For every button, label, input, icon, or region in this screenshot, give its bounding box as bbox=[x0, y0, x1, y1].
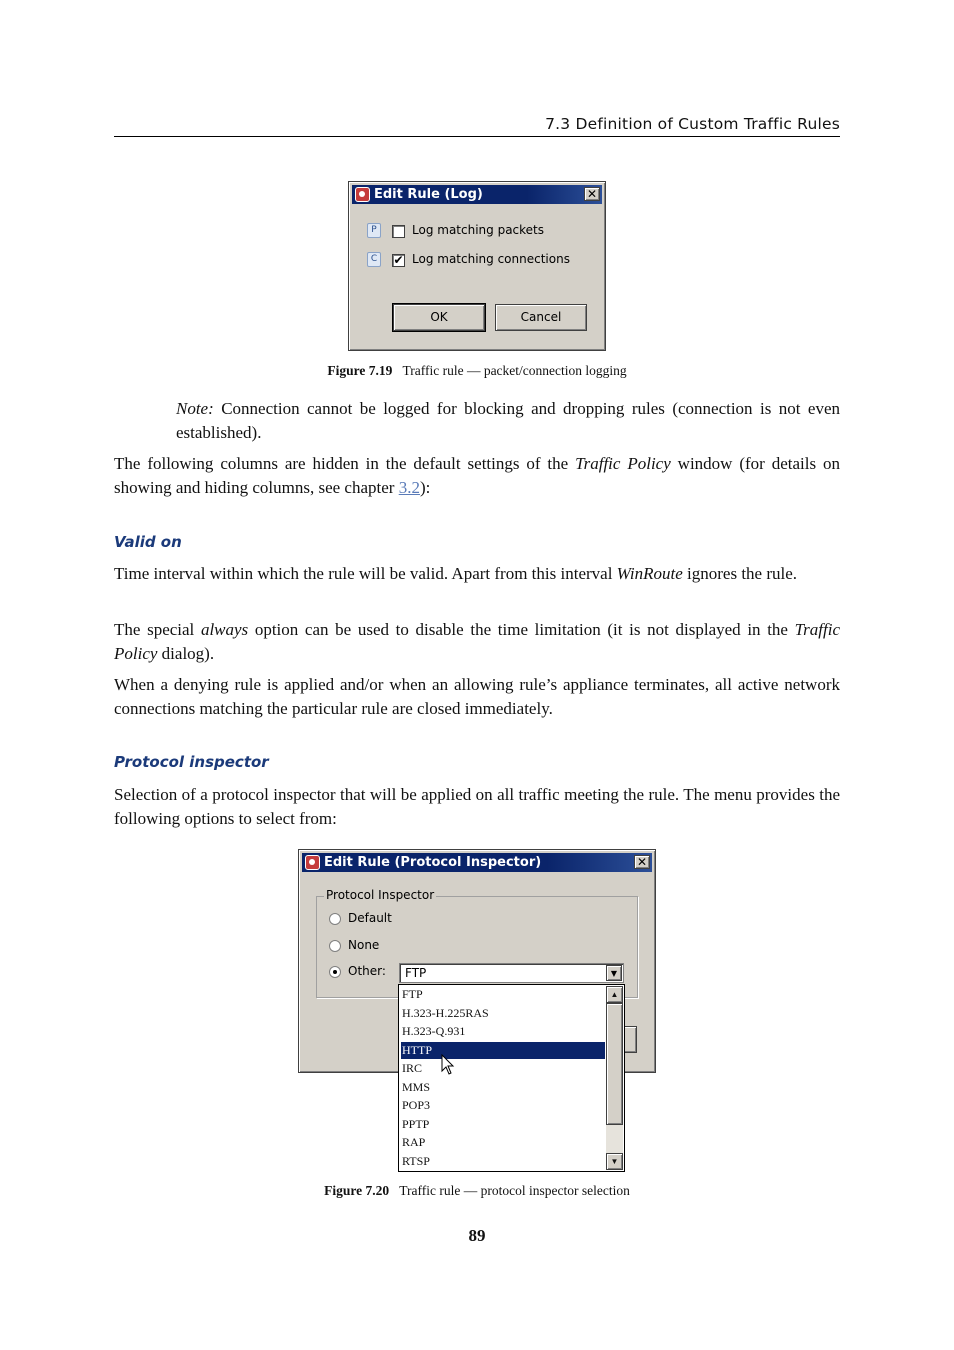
text: ): bbox=[419, 478, 431, 497]
dialog-title: Edit Rule (Protocol Inspector) bbox=[324, 855, 542, 870]
radio-none-label[interactable]: None bbox=[348, 938, 380, 952]
text: dialog). bbox=[157, 644, 215, 663]
radio-other[interactable] bbox=[329, 966, 341, 978]
running-header: 7.3 Definition of Custom Traffic Rules bbox=[114, 114, 840, 137]
valid-on-paragraph-1 bbox=[114, 562, 840, 586]
figure-text: Traffic rule — packet/connection logging bbox=[402, 363, 627, 378]
list-item[interactable]: POP3 bbox=[402, 1098, 431, 1112]
text: ignores the rule. bbox=[682, 564, 798, 583]
note-lead: Note: bbox=[176, 399, 214, 418]
app-icon bbox=[305, 855, 320, 870]
scroll-down-icon[interactable]: ▼ bbox=[606, 1153, 623, 1170]
scroll-up-icon[interactable]: ▲ bbox=[606, 986, 623, 1003]
protocol-inspector-paragraph: Selection of a protocol inspector that will be applied on all traffic meeting the rule. The menu provides the following options to select from: bbox=[114, 785, 840, 828]
valid-on-paragraph-3: When a denying rule is applied and/or when an allowing rule’s appliance terminates, all active network connections matching the particular rule are closed immediately. bbox=[114, 675, 840, 718]
radio-none[interactable] bbox=[329, 940, 341, 952]
list-item[interactable]: H.323-H.225RAS bbox=[402, 1005, 489, 1020]
groupbox-title: Protocol Inspector bbox=[326, 888, 435, 902]
list-item[interactable]: IRC bbox=[402, 1061, 423, 1075]
list-item[interactable]: MMS bbox=[402, 1079, 431, 1094]
note-paragraph bbox=[176, 397, 840, 445]
dropdown-scrollbar[interactable] bbox=[606, 986, 623, 1170]
connection-icon: C bbox=[367, 252, 381, 267]
edit-rule-log-dialog bbox=[348, 181, 606, 351]
page-number: 89 bbox=[468, 1226, 486, 1245]
emphasis: WinRoute bbox=[616, 564, 683, 583]
radio-other-label[interactable]: Other: bbox=[348, 964, 386, 978]
section-heading-protocol-inspector: Protocol inspector bbox=[114, 753, 269, 771]
text: option can be used to disable the time limitation (it is not displayed in the bbox=[248, 620, 795, 639]
log-connections-label[interactable]: Log matching connections bbox=[412, 252, 570, 266]
ok-button[interactable]: OK bbox=[393, 304, 485, 331]
radio-default-label[interactable]: Default bbox=[348, 911, 392, 925]
chapter-link[interactable]: 3.2 bbox=[398, 478, 420, 497]
app-icon bbox=[355, 187, 370, 202]
text: The special bbox=[114, 620, 201, 639]
mouse-cursor-icon bbox=[441, 1054, 455, 1076]
list-item[interactable]: H.323-Q.931 bbox=[402, 1024, 466, 1038]
emphasis: always bbox=[200, 620, 249, 639]
packet-icon: P bbox=[367, 223, 381, 238]
close-button[interactable]: ✕ bbox=[584, 187, 600, 201]
scroll-thumb[interactable] bbox=[606, 1003, 623, 1125]
chevron-down-icon[interactable]: ▼ bbox=[606, 965, 622, 981]
log-connections-checkbox[interactable]: ✔ bbox=[393, 253, 404, 267]
list-item[interactable]: PPTP bbox=[402, 1116, 430, 1131]
protocol-dropdown-list[interactable] bbox=[398, 984, 625, 1172]
dialog-titlebar[interactable] bbox=[302, 853, 652, 872]
list-item[interactable]: FTP bbox=[402, 987, 423, 1001]
section-heading-valid-on: Valid on bbox=[114, 533, 182, 551]
figure-caption bbox=[0, 363, 954, 379]
combobox-value: FTP bbox=[405, 966, 427, 980]
list-item[interactable]: RTSP bbox=[402, 1153, 430, 1168]
hidden-columns-paragraph bbox=[114, 452, 840, 500]
dialog-titlebar[interactable] bbox=[352, 185, 602, 204]
log-packets-checkbox[interactable] bbox=[392, 225, 405, 238]
text: Time interval within which the rule will be valid. Apart from this interval bbox=[114, 564, 617, 583]
text: window (for details on showing and hiding columns, see chapter bbox=[114, 454, 840, 497]
cancel-button[interactable]: Cancel bbox=[495, 304, 587, 331]
valid-on-paragraph-2 bbox=[114, 618, 840, 666]
close-button[interactable]: ✕ bbox=[634, 855, 650, 869]
note-text: Connection cannot be logged for blocking and dropping rules (connection is not even established). bbox=[176, 399, 840, 442]
dialog-title: Edit Rule (Log) bbox=[374, 187, 483, 202]
protocol-combobox[interactable] bbox=[399, 963, 624, 983]
list-item[interactable]: RAP bbox=[402, 1135, 426, 1149]
emphasis: Traffic Policy bbox=[575, 454, 671, 473]
figure-number: Figure 7.19 bbox=[327, 363, 393, 378]
text: The following columns are hidden in the default settings of the bbox=[114, 454, 576, 473]
radio-default[interactable] bbox=[329, 913, 341, 925]
emphasis: Traffic Policy bbox=[114, 620, 840, 663]
log-packets-label[interactable]: Log matching packets bbox=[412, 223, 544, 237]
list-item-selected[interactable]: HTTP bbox=[401, 1042, 605, 1059]
figure-number: Figure 7.20 bbox=[324, 1183, 390, 1198]
figure-text: Traffic rule — protocol inspector selection bbox=[399, 1183, 630, 1198]
figure-caption bbox=[0, 1183, 954, 1199]
